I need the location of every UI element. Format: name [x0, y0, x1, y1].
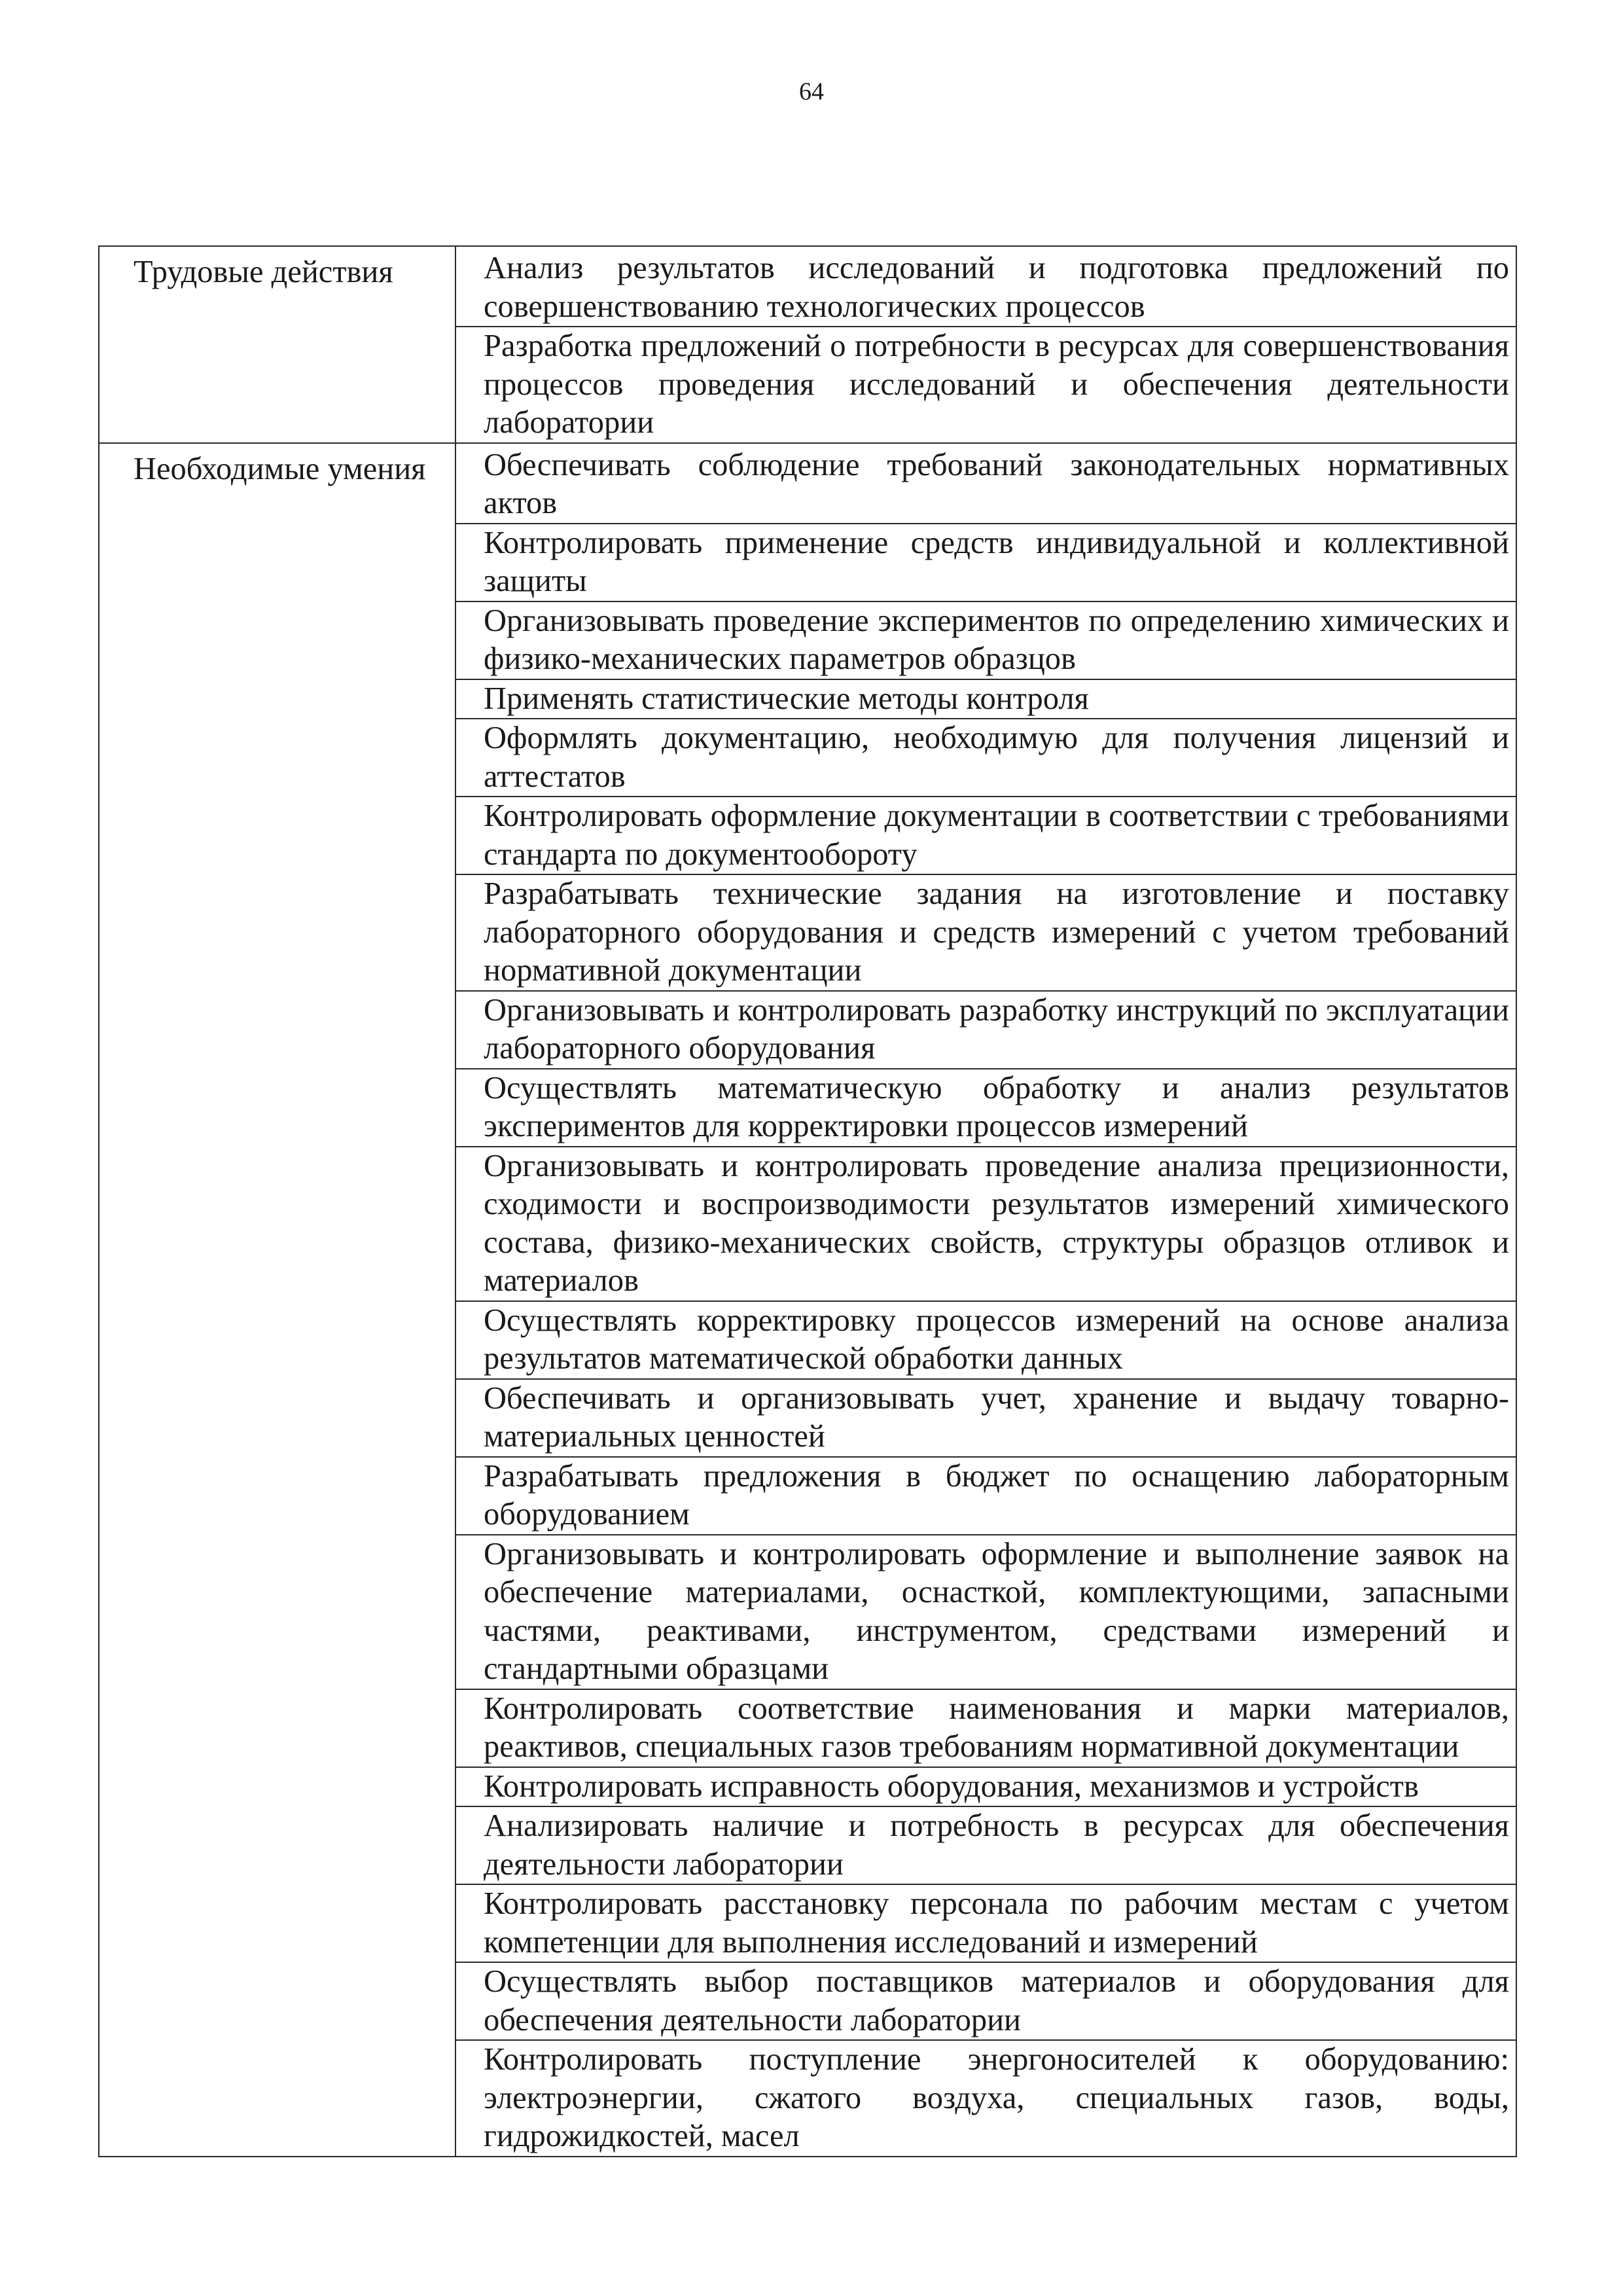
list-item: Контролировать применение средств индивидуальной и коллективной защиты: [456, 524, 1516, 602]
list-item: Обеспечивать соблюдение требований законодательных нормативных актов: [456, 444, 1516, 524]
list-item: Контролировать исправность оборудования, механизмов и устройств: [456, 1768, 1516, 1808]
row-label: Трудовые действия: [99, 246, 455, 443]
competency-table: [98, 245, 1517, 2157]
list-item: Организовывать проведение экспериментов по определению химических и физико-механических параметров образцов: [456, 602, 1516, 680]
list-item: Применять статистические методы контроля: [456, 680, 1516, 720]
list-item: Организовывать и контролировать проведение анализа прецизионности, сходимости и воспроизводимости результатов измерений химического состава, физико-механических свойств, структуры образцов отливок и материалов: [456, 1147, 1516, 1302]
table-row-labor-actions: [99, 246, 1516, 443]
list-item: Осуществлять выбор поставщиков материалов и оборудования для обеспечения деятельности лаборатории: [456, 1963, 1516, 2041]
row-items: [455, 246, 1516, 443]
list-item: Осуществлять корректировку процессов измерений на основе анализа результатов математической обработки данных: [456, 1302, 1516, 1380]
list-item: Анализировать наличие и потребность в ресурсах для обеспечения деятельности лаборатории: [456, 1807, 1516, 1885]
list-item: Разрабатывать предложения в бюджет по оснащению лабораторным оборудованием: [456, 1458, 1516, 1535]
list-item: Осуществлять математическую обработку и анализ результатов экспериментов для корректировки процессов измерений: [456, 1069, 1516, 1147]
list-item: Контролировать оформление документации в соответствии с требованиями стандарта по документообороту: [456, 797, 1516, 875]
row-items: [455, 443, 1516, 2157]
list-item: Организовывать и контролировать оформление и выполнение заявок на обеспечение материалами, оснасткой, комплектующими, запасными частями, реактивами, инструментом, средствами измерений и стандартными образцами: [456, 1535, 1516, 1690]
row-label: Необходимые умения: [99, 443, 455, 2157]
table-row-required-skills: [99, 443, 1516, 2157]
list-item: Контролировать соответствие наименования и марки материалов, реактивов, специальных газов требованиям нормативной документации: [456, 1690, 1516, 1768]
list-item: Оформлять документацию, необходимую для получения лицензий и аттестатов: [456, 719, 1516, 797]
list-item: Обеспечивать и организовывать учет, хранение и выдачу товарно-материальных ценностей: [456, 1380, 1516, 1458]
list-item: Анализ результатов исследований и подготовка предложений по совершенствованию технологических процессов: [456, 247, 1516, 327]
list-item: Разрабатывать технические задания на изготовление и поставку лабораторного оборудования и средств измерений с учетом требований нормативной документации: [456, 875, 1516, 992]
list-item: Контролировать расстановку персонала по рабочим местам с учетом компетенции для выполнения исследований и измерений: [456, 1885, 1516, 1963]
list-item: Организовывать и контролировать разработку инструкций по эксплуатации лабораторного оборудования: [456, 992, 1516, 1069]
page-number: 64: [799, 78, 824, 105]
list-item: Контролировать поступление энергоносителей к оборудованию: электроэнергии, сжатого воздуха, специальных газов, воды, гидрожидкостей, масел: [484, 2042, 1509, 2153]
list-item: Разработка предложений о потребности в ресурсах для совершенствования процессов проведения исследований и обеспечения деятельности лаборатории: [484, 329, 1509, 440]
